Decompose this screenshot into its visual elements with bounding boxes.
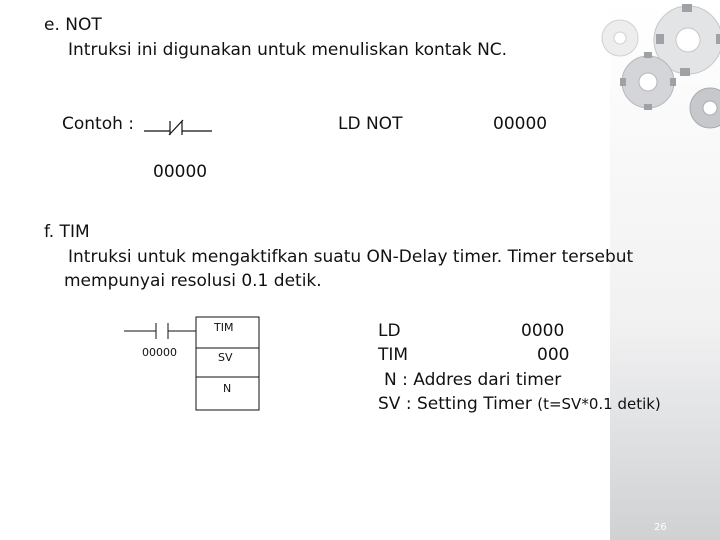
section-f-heading: f. TIM bbox=[44, 222, 90, 242]
timer-box-n: N bbox=[223, 382, 232, 395]
timer-box-sv: SV bbox=[218, 351, 233, 364]
code-operation: LD NOT bbox=[338, 114, 403, 134]
gear-icon bbox=[602, 20, 638, 56]
code-address: 00000 bbox=[493, 114, 548, 134]
nc-contact-symbol bbox=[142, 112, 214, 138]
timer-note-sv-formula: (t=SV*0.1 detik) bbox=[537, 395, 661, 413]
timer-code-line1-value: 0000 bbox=[521, 321, 565, 341]
page-number: 26 bbox=[654, 522, 667, 533]
gears-decoration bbox=[560, 0, 720, 160]
gear-icon bbox=[690, 88, 720, 128]
section-e-heading: e. NOT bbox=[44, 15, 102, 35]
timer-contact-address: 00000 bbox=[142, 346, 177, 359]
timer-code-line1-op: LD bbox=[378, 321, 401, 341]
timer-ladder-diagram bbox=[120, 314, 270, 414]
section-e-description: Intruksi ini digunakan untuk menuliskan kontak NC. bbox=[68, 40, 508, 60]
example-label: Contoh : bbox=[62, 114, 135, 134]
timer-code-line2-value: 000 bbox=[537, 345, 570, 365]
section-f-description-line1: Intruksi untuk mengaktifkan suatu ON-Delay timer. Timer tersebut bbox=[68, 247, 634, 267]
timer-note-sv-prefix: SV : Setting Timer bbox=[378, 394, 538, 414]
timer-note-sv bbox=[378, 394, 661, 414]
timer-code-line2-op: TIM bbox=[378, 345, 409, 365]
section-f-description-line2: mempunyai resolusi 0.1 detik. bbox=[64, 271, 322, 291]
gear-icon bbox=[622, 56, 674, 108]
contact-address: 00000 bbox=[153, 162, 208, 182]
timer-note-n: N : Addres dari timer bbox=[384, 370, 562, 390]
timer-box-tim: TIM bbox=[214, 321, 234, 334]
